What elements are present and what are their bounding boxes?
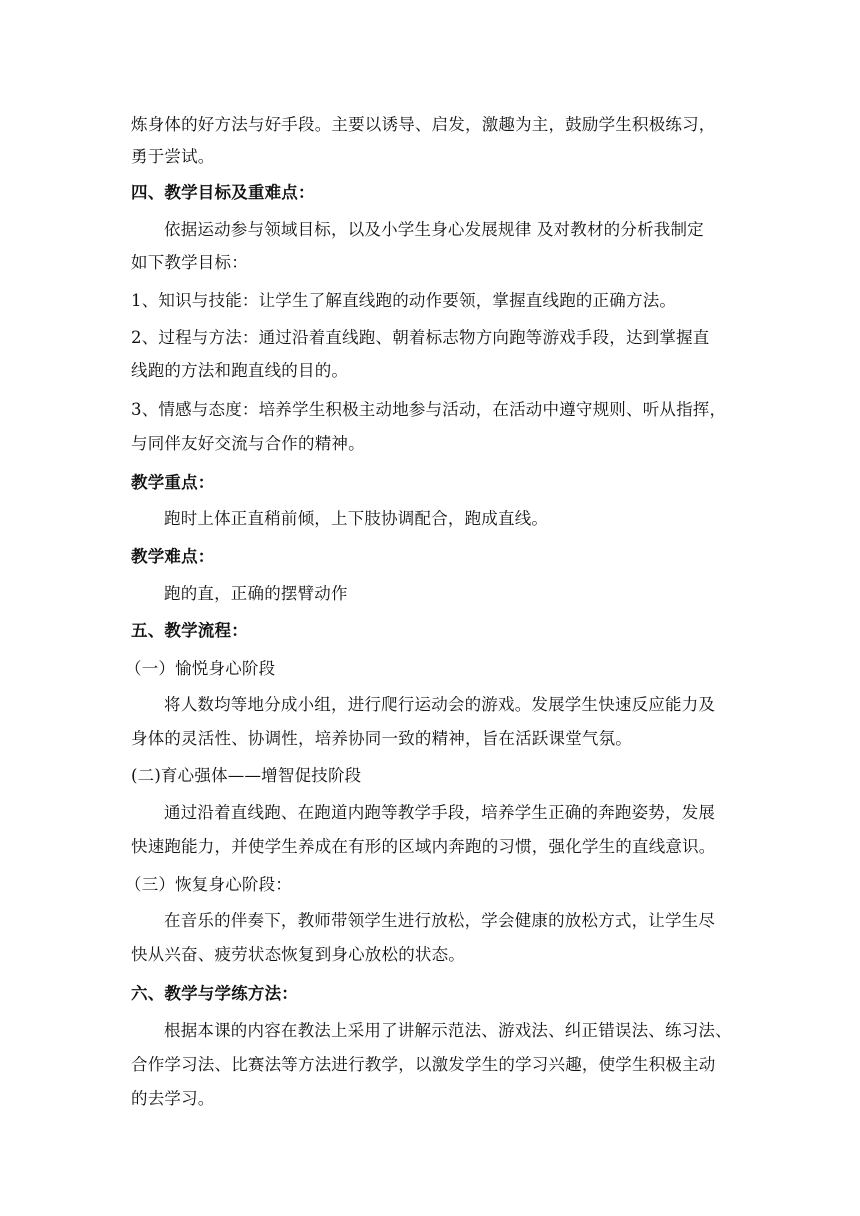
paragraph-line: 合作学习法、比赛法等方法进行教学，以激发学生的学习兴趣，使学生积极主动 — [131, 1055, 716, 1074]
subheading: 教学难点： — [131, 547, 215, 566]
paragraph-line: 跑时上体正直稍前倾，上下肢协调配合，跑成直线。 — [164, 509, 549, 528]
subsection-heading: (二)育心强体——增智促技阶段 — [131, 766, 362, 785]
paragraph-line: 快速跑能力，并使学生养成在有形的区域内奔跑的习惯，强化学生的直线意识。 — [131, 837, 716, 856]
section-heading: 四、教学目标及重难点： — [131, 183, 315, 202]
section-heading: 五、教学流程： — [131, 621, 248, 640]
paragraph-line: 在音乐的伴奏下，教师带领学生进行放松，学会健康的放松方式，让学生尽 — [164, 911, 716, 930]
paragraph-line: 快从兴奋、疲劳状态恢复到身心放松的状态。 — [131, 945, 465, 964]
list-item-line: 线跑的方法和跑直线的目的。 — [131, 361, 349, 380]
paragraph-line: 跑的直，正确的摆臂动作 — [164, 584, 348, 603]
subsection-heading: （三）恢复身心阶段： — [125, 875, 292, 894]
list-item-line: 1、知识与技能：让学生了解直线跑的动作要领，掌握直线跑的正确方法。 — [131, 291, 677, 310]
paragraph-line: 通过沿着直线跑、在跑道内跑等教学手段，培养学生正确的奔跑姿势，发展 — [164, 803, 716, 822]
list-item-line: 3、情感与态度：培养学生积极主动地参与活动，在活动中遵守规则、听从指挥， — [131, 400, 727, 419]
paragraph-line: 炼身体的好方法与好手段。主要以诱导、启发，激趣为主，鼓励学生积极练习， — [131, 115, 716, 134]
subheading: 教学重点： — [131, 473, 215, 492]
section-heading: 六、教学与学练方法： — [131, 984, 298, 1003]
subsection-heading: （一）愉悦身心阶段 — [125, 659, 276, 678]
list-item-line: 与同伴友好交流与合作的精神。 — [131, 434, 365, 453]
paragraph-line: 将人数均等地分成小组，进行爬行运动会的游戏。发展学生快速反应能力及 — [164, 695, 716, 714]
paragraph-line: 依据运动参与领域目标，以及小学生身心发展规律 及对教材的分析我制定 — [164, 220, 704, 239]
paragraph-line: 勇于尝试。 — [131, 147, 215, 166]
list-item-line: 2、过程与方法：通过沿着直线跑、朝着标志物方向跑等游戏手段，达到掌握直 — [131, 328, 710, 347]
paragraph-line: 的去学习。 — [131, 1089, 215, 1108]
paragraph-line: 根据本课的内容在教法上采用了讲解示范法、游戏法、纠正错误法、练习法、 — [164, 1021, 732, 1040]
paragraph-line: 身体的灵活性、协调性，培养协同一致的精神，旨在活跃课堂气氛。 — [131, 729, 632, 748]
paragraph-line: 如下教学目标： — [131, 253, 248, 272]
